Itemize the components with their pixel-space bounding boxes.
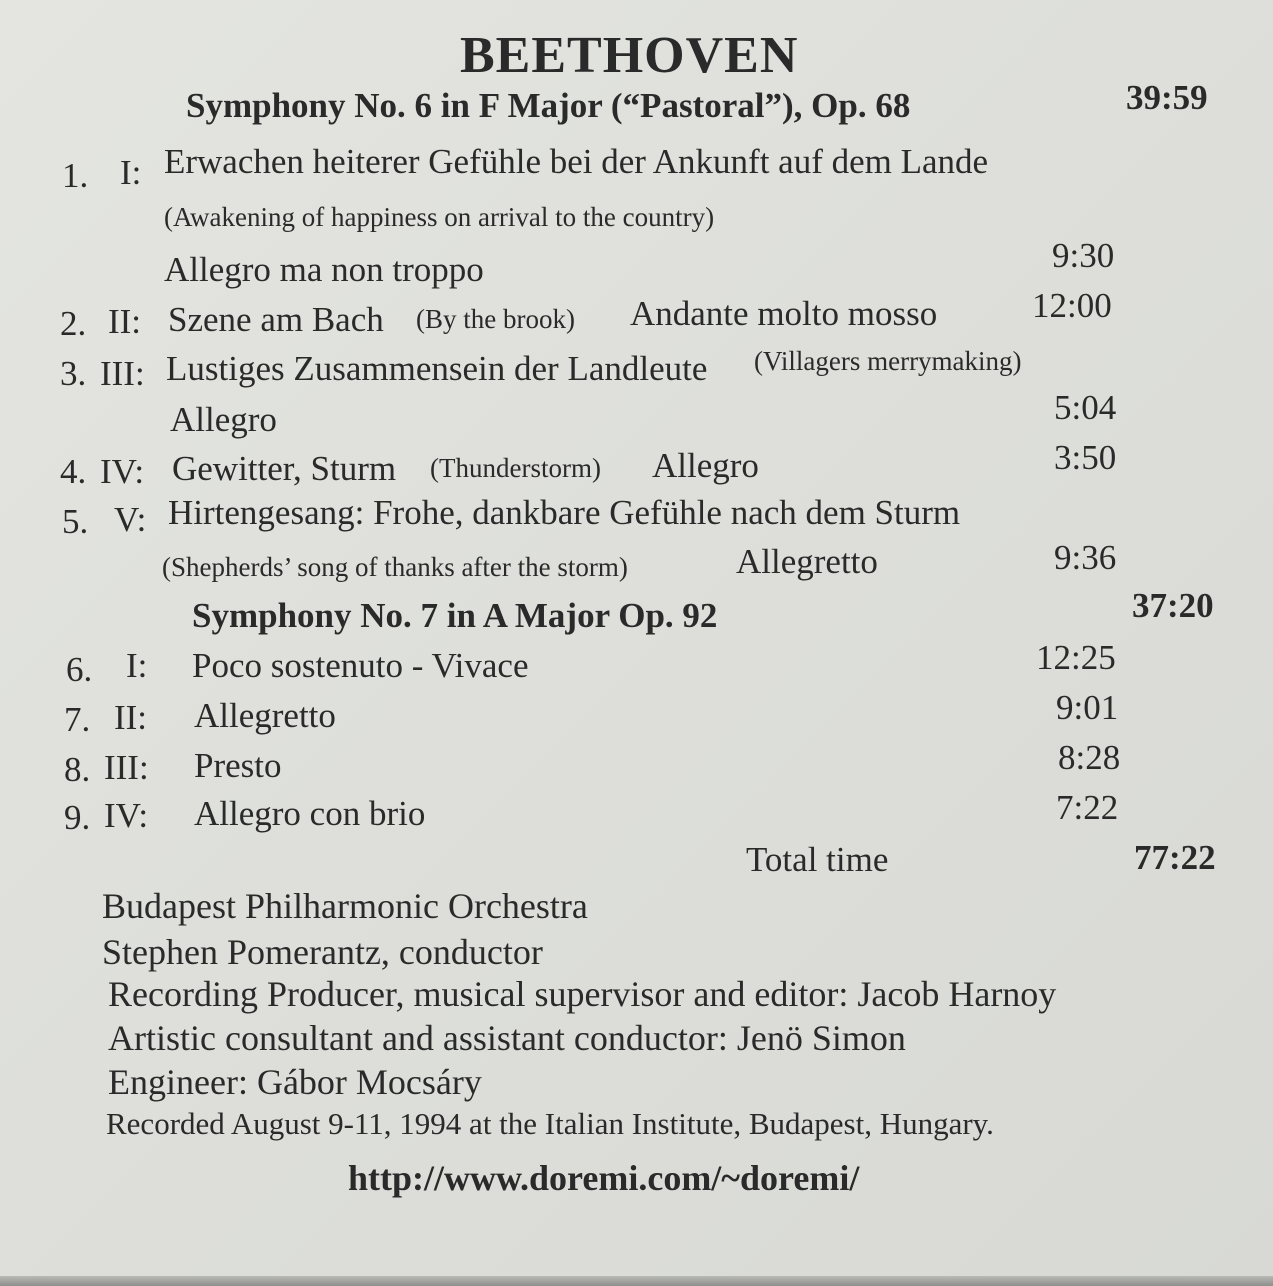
track-1-time: 9:30	[1052, 236, 1115, 275]
track-8-number: 8.	[64, 750, 91, 789]
track-9-time: 7:22	[1056, 788, 1119, 827]
track-8-time: 8:28	[1058, 738, 1121, 777]
track-2-tempo: Andante molto mosso	[630, 294, 938, 333]
track-6-movement: I:	[126, 646, 148, 685]
track-5-number: 5.	[62, 502, 89, 541]
producer-credit: Recording Producer, musical supervisor and editor: Jacob Harnoy	[108, 974, 1057, 1014]
track-5-tempo: Allegretto	[736, 542, 878, 581]
track-9-tempo: Allegro con brio	[194, 794, 426, 833]
track-4-movement: IV:	[100, 452, 145, 491]
track-9-number: 9.	[64, 798, 91, 837]
track-7-movement: II:	[114, 698, 148, 737]
track-7-tempo: Allegretto	[194, 696, 336, 735]
track-3-movement: III:	[100, 354, 145, 393]
conductor-credit: Stephen Pomerantz, conductor	[102, 932, 543, 972]
total-time-value: 77:22	[1134, 838, 1216, 877]
track-1-number: 1.	[62, 156, 89, 195]
track-2-movement: II:	[108, 302, 142, 341]
track-2-time: 12:00	[1032, 286, 1112, 325]
track-3-tempo: Allegro	[170, 400, 277, 439]
track-1-title: Erwachen heiterer Gefühle bei der Ankunft auf dem Lande	[164, 142, 989, 181]
track-7-time: 9:01	[1056, 688, 1119, 727]
track-6-time: 12:25	[1036, 638, 1116, 677]
track-4-tempo: Allegro	[652, 446, 759, 485]
symphony-6-title: Symphony No. 6 in F Major (“Pastoral”), Op. 68	[186, 86, 911, 125]
symphony-6-duration: 39:59	[1126, 78, 1208, 117]
track-5-time: 9:36	[1054, 538, 1117, 577]
track-4-title: Gewitter, Sturm	[172, 449, 397, 488]
track-2-translation: (By the brook)	[416, 304, 575, 334]
consultant-credit: Artistic consultant and assistant conductor: Jenö Simon	[108, 1018, 906, 1058]
symphony-7-title: Symphony No. 7 in A Major Op. 92	[192, 596, 718, 635]
symphony-7-duration: 37:20	[1132, 586, 1214, 625]
orchestra-credit: Budapest Philharmonic Orchestra	[102, 886, 588, 926]
track-6-tempo: Poco sostenuto - Vivace	[192, 646, 529, 685]
case-bottom-edge	[0, 1276, 1273, 1286]
track-5-movement: V:	[114, 500, 147, 539]
track-9-movement: IV:	[104, 796, 149, 835]
track-4-number: 4.	[60, 452, 87, 491]
track-7-number: 7.	[64, 700, 91, 739]
website-url: http://www.doremi.com/~doremi/	[348, 1158, 860, 1198]
track-8-tempo: Presto	[194, 746, 282, 785]
track-2-title: Szene am Bach	[168, 300, 384, 339]
composer-title: BEETHOVEN	[460, 27, 799, 84]
engineer-credit: Engineer: Gábor Mocsáry	[108, 1062, 482, 1102]
track-5-translation: (Shepherds’ song of thanks after the storm)	[162, 552, 628, 582]
track-5-title: Hirtengesang: Frohe, dankbare Gefühle nach dem Sturm	[168, 493, 961, 532]
track-4-time: 3:50	[1054, 438, 1117, 477]
track-1-translation: (Awakening of happiness on arrival to the country)	[164, 202, 715, 232]
track-8-movement: III:	[104, 748, 149, 787]
track-3-time: 5:04	[1054, 388, 1117, 427]
track-1-tempo: Allegro ma non troppo	[164, 250, 484, 289]
track-6-number: 6.	[66, 650, 93, 689]
recording-info: Recorded August 9-11, 1994 at the Italian Institute, Budapest, Hungary.	[106, 1106, 994, 1141]
track-3-title: Lustiges Zusammensein der Landleute	[166, 349, 708, 388]
track-2-number: 2.	[60, 304, 87, 343]
track-3-translation: (Villagers merrymaking)	[754, 346, 1022, 376]
track-3-number: 3.	[60, 354, 87, 393]
track-1-movement: I:	[120, 153, 142, 192]
track-4-translation: (Thunderstorm)	[430, 453, 601, 483]
total-time-label: Total time	[746, 840, 889, 879]
